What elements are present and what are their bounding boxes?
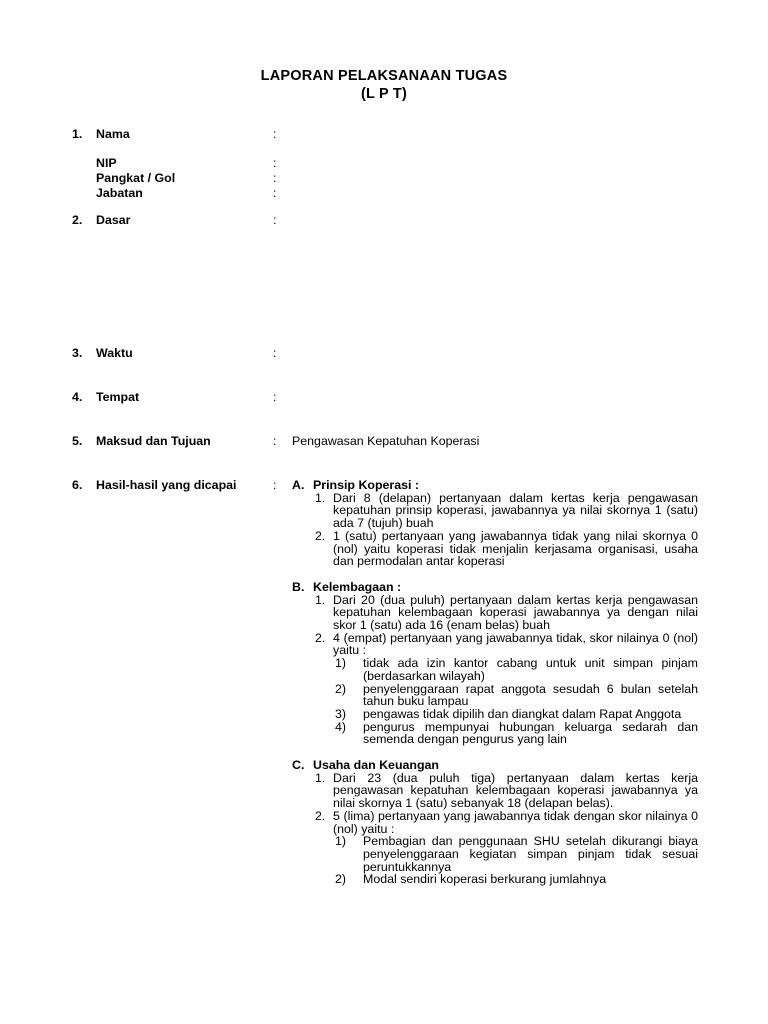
section-title: Usaha dan Keuangan (313, 758, 439, 773)
field-colon: : (273, 171, 277, 185)
field-colon: : (273, 156, 277, 170)
field-label: Tempat (96, 390, 140, 404)
sub-list-item (292, 721, 698, 746)
field-label: NIP (96, 156, 117, 170)
subitem-text: tidak ada izin kantor cabang untuk unit simpan pinjam (berdasarkan wilayah) (363, 656, 698, 683)
document-subtitle: (L P T) (361, 86, 407, 102)
field-label: Nama (96, 127, 130, 141)
sub-list-item (292, 657, 698, 682)
sub-list-item (292, 873, 698, 886)
sub-list-item (292, 835, 698, 873)
subitem-number: 1) (335, 656, 347, 671)
section-title: Kelembagaan : (313, 579, 402, 594)
subitem-number: 2) (335, 681, 347, 696)
list-item (292, 530, 698, 568)
subitem-text: Modal sendiri koperasi berkurang jumlahnya (363, 872, 607, 887)
field-colon: : (273, 213, 277, 227)
field-colon: : (273, 478, 277, 492)
document-title: LAPORAN PELAKSANAAN TUGAS (260, 68, 508, 84)
field-colon: : (273, 127, 277, 141)
field-number: 5. (72, 434, 83, 448)
field-label: Waktu (96, 346, 133, 360)
section-letter: A. (292, 478, 305, 492)
sub-list-item (292, 683, 698, 708)
subitem-text: penyelenggaraan rapat anggota sesudah 6 bulan setelah tahun buku lampau (363, 681, 698, 709)
field-label: Hasil-hasil yang dicapai (96, 478, 237, 492)
field-colon: : (273, 390, 277, 404)
item-number: 2. (315, 808, 326, 823)
subitem-text: Pembagian dan penggunaan SHU setelah dikurangi biaya penyelenggaraan kegiatan simpan pinjam tidak sesuai peruntukkannya (363, 834, 698, 874)
field-number: 6. (72, 478, 83, 492)
section-letter: B. (292, 579, 305, 594)
field-colon: : (273, 434, 277, 448)
item-number: 1. (315, 770, 326, 785)
item-number: 1. (315, 490, 326, 505)
subitem-text: pengawas tidak dipilih dan diangkat dalam Rapat Anggota (363, 706, 682, 721)
item-text: 4 (empat) pertanyaan yang jawabannya tidak, skor nilainya 0 (nol) yaitu : (333, 630, 698, 658)
subitem-number: 2) (335, 872, 347, 887)
item-text: Dari 8 (delapan) pertanyaan dalam kertas kerja pengawasan kepatuhan prinsip koperasi, jawabannya ya nilai skornya 1 (satu) ada 7 (tujuh) buah (333, 490, 698, 531)
field-colon: : (273, 346, 277, 360)
list-item (292, 810, 698, 835)
field-label: Pangkat / Gol (96, 171, 176, 185)
item-number: 2. (315, 630, 326, 645)
field-label: Dasar (96, 213, 131, 227)
subitem-number: 1) (335, 834, 347, 849)
subitem-number: 4) (335, 719, 347, 734)
list-item (292, 594, 698, 632)
field-label: Maksud dan Tujuan (96, 434, 211, 448)
subitem-number: 3) (335, 706, 347, 721)
field-number: 2. (72, 213, 83, 227)
item-number: 1. (315, 592, 326, 607)
section-title: Prinsip Koperasi : (313, 478, 420, 492)
item-text: 5 (lima) pertanyaan yang jawabannya tidak dengan skor nilainya 0 (nol) yaitu : (333, 808, 698, 836)
field-colon: : (273, 186, 277, 200)
field-value: Pengawasan Kepatuhan Koperasi (292, 434, 480, 448)
list-item (292, 632, 698, 657)
list-item (292, 492, 698, 530)
list-item (292, 772, 698, 810)
field-label: Jabatan (96, 186, 143, 200)
results-list (292, 479, 698, 886)
field-number: 3. (72, 346, 83, 360)
field-number: 4. (72, 390, 83, 404)
item-number: 2. (315, 528, 326, 543)
section-letter: C. (292, 758, 305, 773)
subitem-text: pengurus mempunyai hubungan keluarga sedarah dan semenda dengan pengurus yang lain (363, 719, 698, 747)
item-text: Dari 20 (dua puluh) pertanyaan dalam kertas kerja pengawasan kepatuhan kelembagaan koperasi jawabannya ya dengan nilai skor 1 (satu) ada 16 (enam belas) buah (333, 592, 698, 633)
item-text: Dari 23 (dua puluh tiga) pertanyaan dalam kertas kerja pengawasan kepatuhan kelembagaan koperasi jawabannya ya nilai skornya 1 (satu) sebanyak 18 (delapan belas). (333, 770, 698, 811)
field-number: 1. (72, 127, 83, 141)
item-text: 1 (satu) pertanyaan yang jawabannya tidak yang nilai skornya 0 (nol) yaitu koperasi tidak menjalin kerjasama organisasi, usaha dan permodalan antar koperasi (333, 528, 698, 569)
